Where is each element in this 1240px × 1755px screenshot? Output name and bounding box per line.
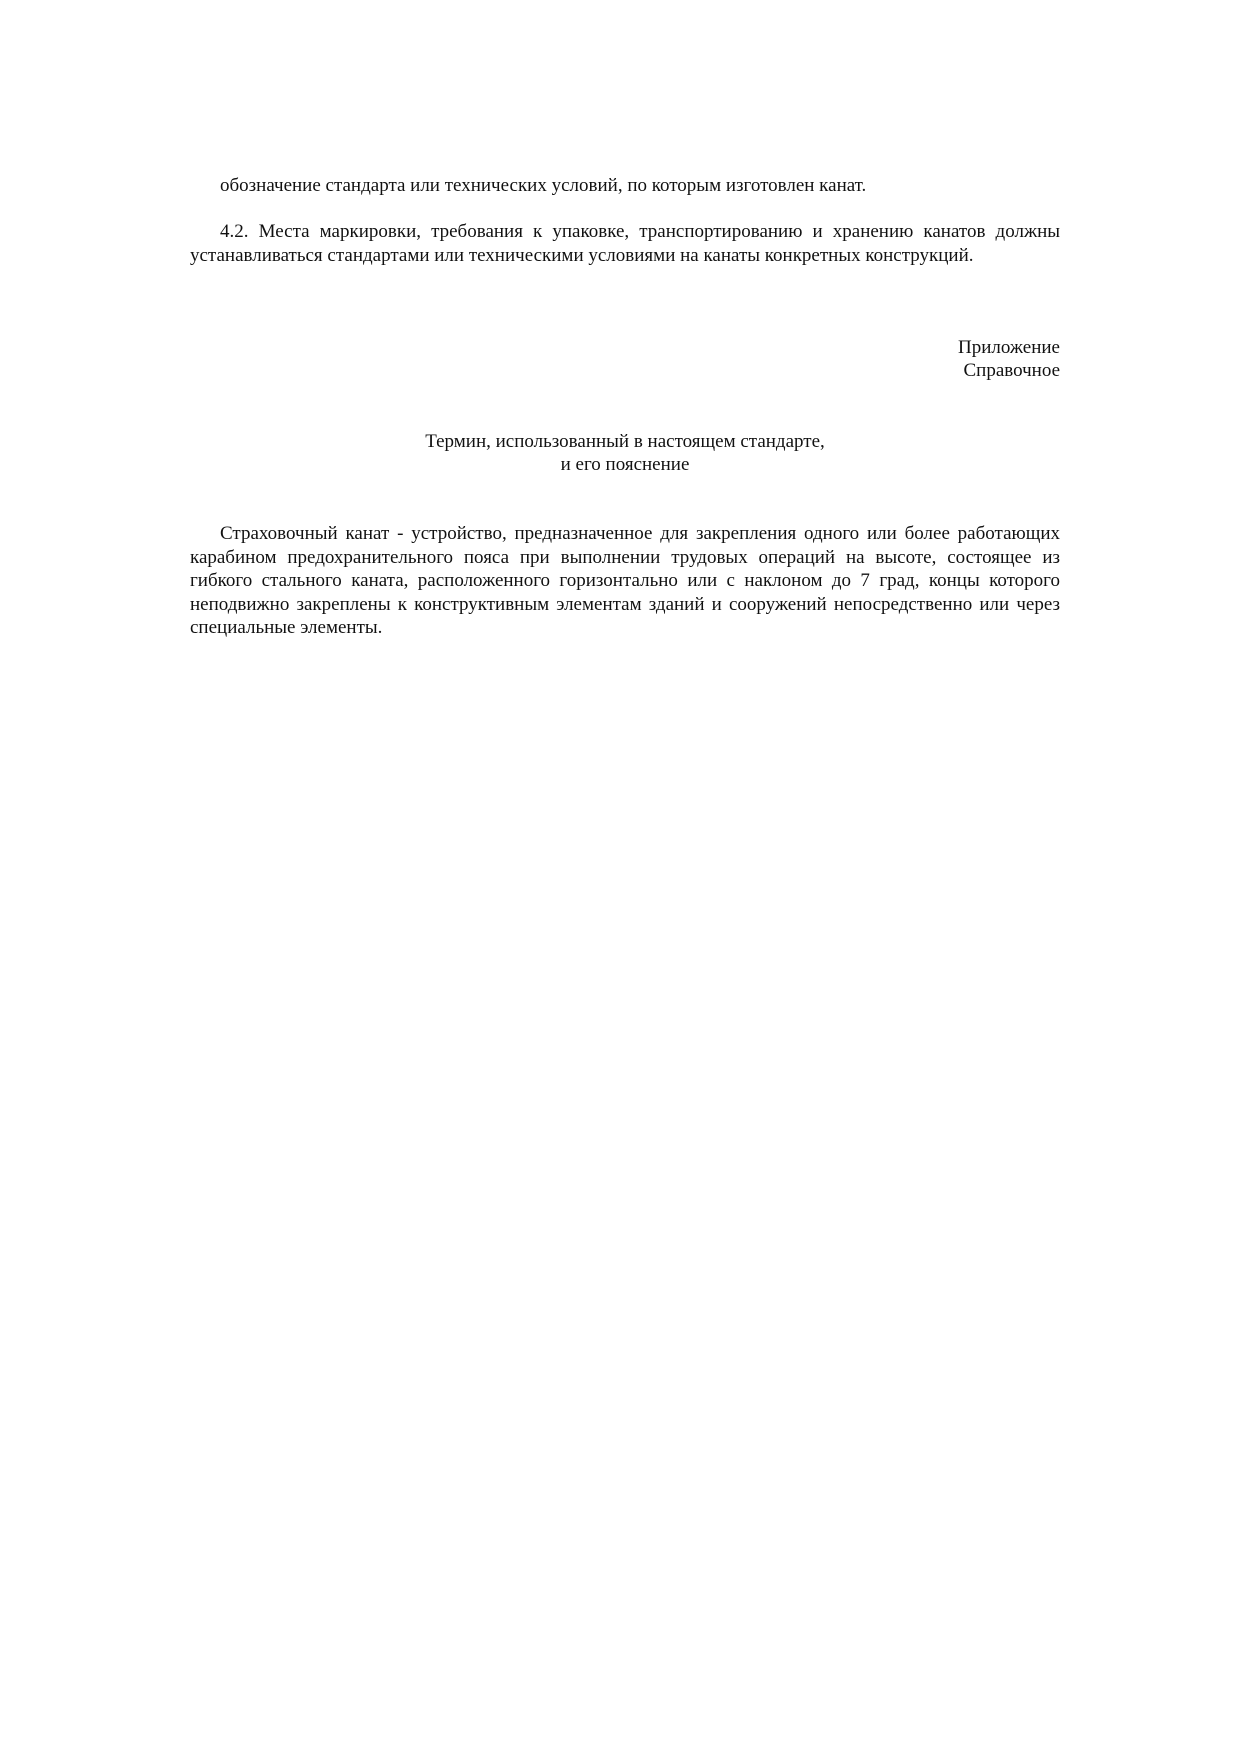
appendix-title-line2: и его пояснение bbox=[560, 454, 690, 475]
appendix-type: Справочное bbox=[963, 360, 1060, 381]
paragraph-4-2: 4.2. Места маркировки, требования к упаковке, транспортированию и хранению канатов должны устанавливаться стандартами или техническими условиями на канаты конкретных конструкций. bbox=[190, 221, 1060, 266]
appendix-title-line1: Термин, использованный в настоящем стандарте, bbox=[425, 431, 825, 452]
term-definition: Страховочный канат - устройство, предназначенное для закрепления одного или более работающих карабином предохранительного пояса при выполнении трудовых операций на высоте, состоящее из гибкого стального каната, расположенного горизонтально или с наклоном до 7 град, концы которого неподвижно закреплены к конструктивным элементам зданий и сооружений непосредственно или через специальные элементы. bbox=[190, 523, 1060, 638]
paragraph-marking-designation: обозначение стандарта или технических условий, по которым изготовлен канат. bbox=[220, 175, 867, 196]
appendix-label: Приложение bbox=[958, 337, 1060, 358]
